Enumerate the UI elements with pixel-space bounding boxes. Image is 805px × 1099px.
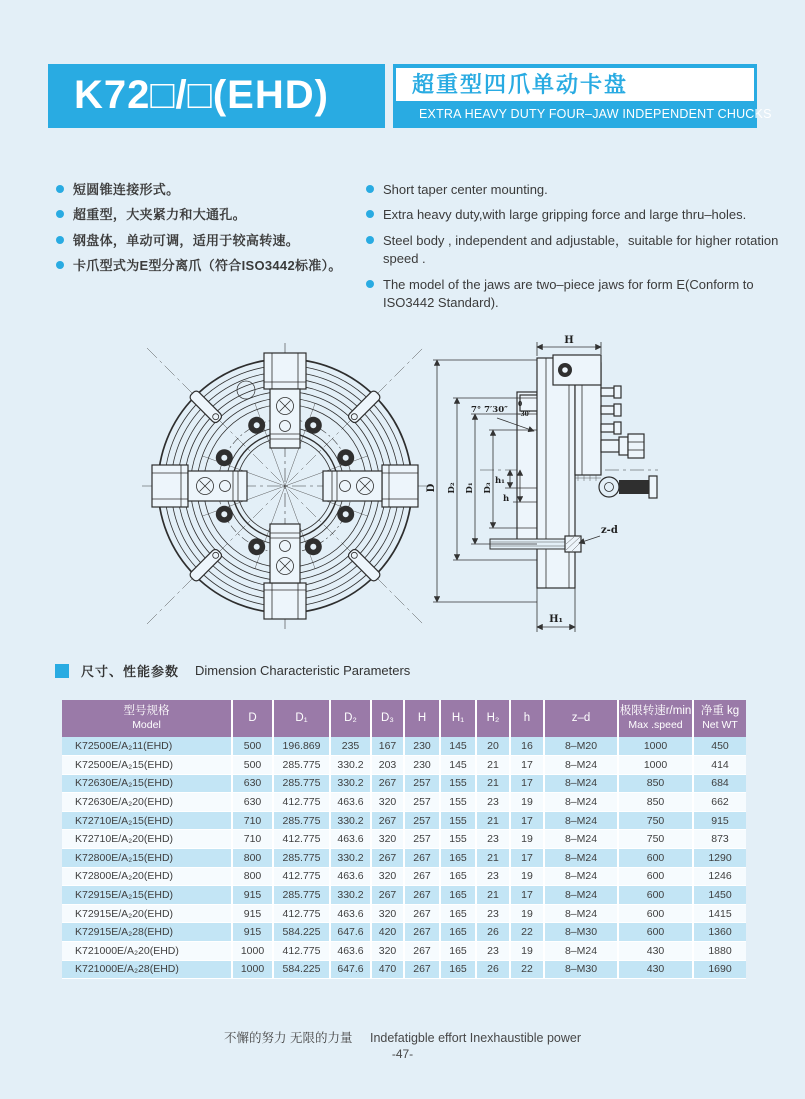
model-cell: K72915E/A₂15(EHD) [62, 886, 232, 905]
value-cell: 21 [476, 756, 510, 775]
value-cell: 800 [232, 867, 273, 886]
value-cell: 17 [510, 811, 544, 830]
value-cell: 21 [476, 811, 510, 830]
value-cell: 285.775 [273, 849, 330, 868]
chuck-front-view-drawing [140, 342, 430, 632]
bullet-icon [56, 236, 64, 244]
value-cell: 915 [693, 811, 746, 830]
value-cell: 662 [693, 793, 746, 812]
value-cell: 850 [618, 774, 693, 793]
dim-label-H1: H₁ [549, 614, 563, 625]
value-cell: 165 [440, 904, 476, 923]
value-cell: 22 [510, 923, 544, 942]
value-cell: 630 [232, 774, 273, 793]
table-row [62, 867, 746, 886]
chuck-side-view-drawing [425, 330, 660, 665]
dim-label-D3: D₃ [483, 482, 493, 494]
bullet-icon [366, 280, 374, 288]
value-cell: 21 [476, 774, 510, 793]
dim-label-angle-tol-upper: 0 [518, 401, 523, 408]
value-cell: 320 [371, 830, 404, 849]
bullet-icon [56, 185, 64, 193]
dim-label-zd: z-d [601, 525, 618, 536]
value-cell: 196.869 [273, 737, 330, 756]
model-cell: K72915E/A₂20(EHD) [62, 904, 232, 923]
model-cell: K72800E/A₂20(EHD) [62, 867, 232, 886]
value-cell: 8–M24 [544, 942, 618, 961]
value-cell: 285.775 [273, 774, 330, 793]
value-cell: 850 [618, 793, 693, 812]
value-cell: 470 [371, 960, 404, 979]
value-cell: 1000 [232, 942, 273, 961]
dim-label-D: D [426, 483, 437, 493]
value-cell: 23 [476, 867, 510, 886]
feature-item [56, 257, 361, 275]
value-cell: 463.6 [330, 904, 371, 923]
value-cell: 1450 [693, 886, 746, 905]
value-cell: 412.775 [273, 904, 330, 923]
dim-label-D1: D₁ [465, 482, 475, 494]
value-cell: 165 [440, 849, 476, 868]
value-cell: 8–M30 [544, 923, 618, 942]
operating-screw [599, 476, 657, 498]
value-cell: 267 [404, 867, 440, 886]
value-cell: 647.6 [330, 960, 371, 979]
value-cell: 450 [693, 737, 746, 756]
feature-item [366, 206, 784, 224]
feature-text: The model of the jaws are two–piece jaws for form E(Conform to ISO3442 Standard). [383, 276, 754, 311]
model-cell: K72500E/A₂15(EHD) [62, 756, 232, 775]
model-cell: K72710E/A₂20(EHD) [62, 830, 232, 849]
table-row [62, 811, 746, 830]
value-cell: 600 [618, 904, 693, 923]
value-cell: 8–M24 [544, 849, 618, 868]
value-cell: 257 [404, 793, 440, 812]
value-cell: 330.2 [330, 756, 371, 775]
table-row [62, 904, 746, 923]
value-cell: 463.6 [330, 793, 371, 812]
value-cell: 750 [618, 811, 693, 830]
value-cell: 412.775 [273, 830, 330, 849]
feature-text: Steel body , independent and adjustable，suitable for higher rotation speed . [383, 232, 779, 267]
product-title-banner [393, 64, 772, 128]
value-cell: 19 [510, 904, 544, 923]
value-cell: 165 [440, 942, 476, 961]
product-title-cn: 超重型四爪单动卡盘 [396, 68, 754, 101]
page-number: -47- [391, 1047, 414, 1061]
value-cell: 463.6 [330, 942, 371, 961]
column-header: 极限转速r/min Max .speed [618, 700, 693, 737]
value-cell: 285.775 [273, 811, 330, 830]
value-cell: 165 [440, 867, 476, 886]
section-title-en: Dimension Characteristic Parameters [195, 663, 411, 678]
dim-label-angle: 7° 7′30″ [471, 405, 508, 415]
table-row [62, 886, 746, 905]
value-cell: 600 [618, 849, 693, 868]
column-header: D₁ [273, 700, 330, 737]
feature-text: Extra heavy duty,with large gripping force and large thru–holes. [383, 207, 747, 223]
value-cell: 267 [404, 849, 440, 868]
slogan-cn: 不懈的努力 无限的力量 [224, 1031, 353, 1045]
value-cell: 1690 [693, 960, 746, 979]
value-cell: 8–M24 [544, 756, 618, 775]
value-cell: 500 [232, 756, 273, 775]
value-cell: 1415 [693, 904, 746, 923]
value-cell: 23 [476, 942, 510, 961]
value-cell: 463.6 [330, 867, 371, 886]
model-cell: K72500E/A₂11(EHD) [62, 737, 232, 756]
value-cell: 1246 [693, 867, 746, 886]
value-cell: 412.775 [273, 942, 330, 961]
value-cell: 320 [371, 793, 404, 812]
value-cell: 8–M24 [544, 774, 618, 793]
model-cell: K72630E/A₂20(EHD) [62, 793, 232, 812]
value-cell: 1000 [618, 756, 693, 775]
value-cell: 267 [371, 849, 404, 868]
value-cell: 21 [476, 849, 510, 868]
column-header: 型号规格 Model [62, 700, 232, 737]
value-cell: 8–M24 [544, 811, 618, 830]
value-cell: 412.775 [273, 793, 330, 812]
value-cell: 584.225 [273, 923, 330, 942]
value-cell: 463.6 [330, 830, 371, 849]
footer-slogan [0, 1028, 805, 1046]
parameters-table [62, 700, 746, 979]
column-header: H₂ [476, 700, 510, 737]
value-cell: 430 [618, 942, 693, 961]
column-header: D [232, 700, 273, 737]
value-cell: 8–M20 [544, 737, 618, 756]
table-row [62, 942, 746, 961]
value-cell: 330.2 [330, 811, 371, 830]
feature-item [56, 232, 361, 250]
value-cell: 600 [618, 867, 693, 886]
value-cell: 584.225 [273, 960, 330, 979]
value-cell: 203 [371, 756, 404, 775]
feature-item [56, 206, 361, 224]
table-row [62, 830, 746, 849]
feature-item [56, 181, 361, 199]
dim-label-h: h [503, 494, 510, 504]
value-cell: 21 [476, 886, 510, 905]
value-cell: 155 [440, 830, 476, 849]
value-cell: 647.6 [330, 923, 371, 942]
value-cell: 267 [404, 886, 440, 905]
value-cell: 23 [476, 904, 510, 923]
value-cell: 19 [510, 942, 544, 961]
value-cell: 165 [440, 960, 476, 979]
model-cell: K721000E/A₂28(EHD) [62, 960, 232, 979]
model-cell: K72710E/A₂15(EHD) [62, 811, 232, 830]
value-cell: 19 [510, 867, 544, 886]
bullet-icon [56, 261, 64, 269]
value-cell: 267 [371, 886, 404, 905]
value-cell: 330.2 [330, 886, 371, 905]
value-cell: 710 [232, 811, 273, 830]
value-cell: 17 [510, 886, 544, 905]
value-cell: 165 [440, 923, 476, 942]
feature-list-en [366, 181, 784, 320]
table-header-row [62, 700, 746, 737]
model-cell: K72800E/A₂15(EHD) [62, 849, 232, 868]
value-cell: 16 [510, 737, 544, 756]
value-cell: 320 [371, 904, 404, 923]
value-cell: 8–M24 [544, 904, 618, 923]
value-cell: 8–M24 [544, 830, 618, 849]
value-cell: 267 [404, 904, 440, 923]
value-cell: 22 [510, 960, 544, 979]
value-cell: 500 [232, 737, 273, 756]
feature-text: 短圆锥连接形式。 [73, 182, 180, 197]
value-cell: 600 [618, 886, 693, 905]
feature-text: 卡爪型式为E型分离爪（符合ISO3442标准）。 [73, 258, 342, 274]
value-cell: 17 [510, 756, 544, 775]
value-cell: 1290 [693, 849, 746, 868]
slogan-en: Indefatigble effort Inexhaustible power [369, 1031, 581, 1045]
value-cell: 8–M24 [544, 886, 618, 905]
model-cell: K72630E/A₂15(EHD) [62, 774, 232, 793]
value-cell: 167 [371, 737, 404, 756]
value-cell: 320 [371, 942, 404, 961]
dim-label-angle-tol-lower: -30′ [518, 411, 531, 418]
feature-text: 超重型，大夹紧力和大通孔。 [73, 207, 246, 223]
value-cell: 600 [618, 923, 693, 942]
value-cell: 330.2 [330, 774, 371, 793]
value-cell: 23 [476, 830, 510, 849]
value-cell: 257 [404, 830, 440, 849]
value-cell: 235 [330, 737, 371, 756]
value-cell: 330.2 [330, 849, 371, 868]
value-cell: 267 [404, 923, 440, 942]
table-row [62, 756, 746, 775]
column-header: D₂ [330, 700, 371, 737]
model-series-banner [48, 64, 385, 128]
value-cell: 267 [371, 774, 404, 793]
value-cell: 630 [232, 793, 273, 812]
value-cell: 19 [510, 830, 544, 849]
value-cell: 285.775 [273, 756, 330, 775]
feature-text: Short taper center mounting. [383, 182, 548, 197]
bullet-icon [366, 236, 374, 244]
value-cell: 915 [232, 923, 273, 942]
column-header: 净重 kg Net WT [693, 700, 746, 737]
bullet-icon [56, 210, 64, 218]
column-header: z–d [544, 700, 618, 737]
jaw-bolts [601, 386, 644, 458]
value-cell: 1000 [618, 737, 693, 756]
value-cell: 145 [440, 737, 476, 756]
table-row [62, 737, 746, 756]
feature-list-cn [56, 181, 361, 283]
table-row [62, 793, 746, 812]
feature-item [366, 181, 784, 199]
value-cell: 257 [404, 774, 440, 793]
table-row [62, 923, 746, 942]
value-cell: 257 [404, 811, 440, 830]
feature-text: 钢盘体，单动可调，适用于较高转速。 [73, 232, 300, 248]
product-title-en: EXTRA HEAVY DUTY FOUR–JAW INDEPENDENT CHUCKS [419, 107, 772, 121]
table-body [62, 737, 746, 979]
value-cell: 430 [618, 960, 693, 979]
value-cell: 8–M30 [544, 960, 618, 979]
model-series-title: K72□/□(EHD) [74, 73, 329, 117]
value-cell: 8–M24 [544, 867, 618, 886]
value-cell: 684 [693, 774, 746, 793]
model-cell: K721000E/A₂20(EHD) [62, 942, 232, 961]
value-cell: 873 [693, 830, 746, 849]
value-cell: 165 [440, 886, 476, 905]
column-header: h [510, 700, 544, 737]
value-cell: 23 [476, 793, 510, 812]
value-cell: 230 [404, 756, 440, 775]
section-marker-icon [55, 664, 69, 678]
value-cell: 915 [232, 886, 273, 905]
value-cell: 145 [440, 756, 476, 775]
value-cell: 1360 [693, 923, 746, 942]
value-cell: 1880 [693, 942, 746, 961]
value-cell: 20 [476, 737, 510, 756]
value-cell: 155 [440, 774, 476, 793]
value-cell: 155 [440, 793, 476, 812]
section-title-cn: 尺寸、性能参数 [81, 664, 180, 679]
value-cell: 267 [371, 811, 404, 830]
value-cell: 267 [404, 942, 440, 961]
value-cell: 17 [510, 774, 544, 793]
bullet-icon [366, 210, 374, 218]
dim-label-D2: D₂ [447, 482, 457, 494]
value-cell: 915 [232, 904, 273, 923]
value-cell: 19 [510, 793, 544, 812]
bullet-icon [366, 185, 374, 193]
value-cell: 26 [476, 960, 510, 979]
column-header: H [404, 700, 440, 737]
value-cell: 26 [476, 923, 510, 942]
value-cell: 320 [371, 867, 404, 886]
dim-label-h1: h₁ [495, 476, 505, 486]
table-row [62, 774, 746, 793]
value-cell: 267 [404, 960, 440, 979]
value-cell: 230 [404, 737, 440, 756]
feature-item [366, 232, 784, 269]
table-row [62, 960, 746, 979]
value-cell: 750 [618, 830, 693, 849]
value-cell: 17 [510, 849, 544, 868]
value-cell: 414 [693, 756, 746, 775]
value-cell: 420 [371, 923, 404, 942]
model-cell: K72915E/A₂28(EHD) [62, 923, 232, 942]
value-cell: 800 [232, 849, 273, 868]
feature-item [366, 276, 784, 313]
column-header: H₁ [440, 700, 476, 737]
parameters-section-title [55, 661, 410, 680]
value-cell: 155 [440, 811, 476, 830]
value-cell: 8–M24 [544, 793, 618, 812]
table-row [62, 849, 746, 868]
chuck-jaw [264, 353, 306, 448]
value-cell: 285.775 [273, 886, 330, 905]
column-header: D₃ [371, 700, 404, 737]
value-cell: 412.775 [273, 867, 330, 886]
value-cell: 710 [232, 830, 273, 849]
value-cell: 1000 [232, 960, 273, 979]
dim-label-H: H [564, 335, 574, 346]
